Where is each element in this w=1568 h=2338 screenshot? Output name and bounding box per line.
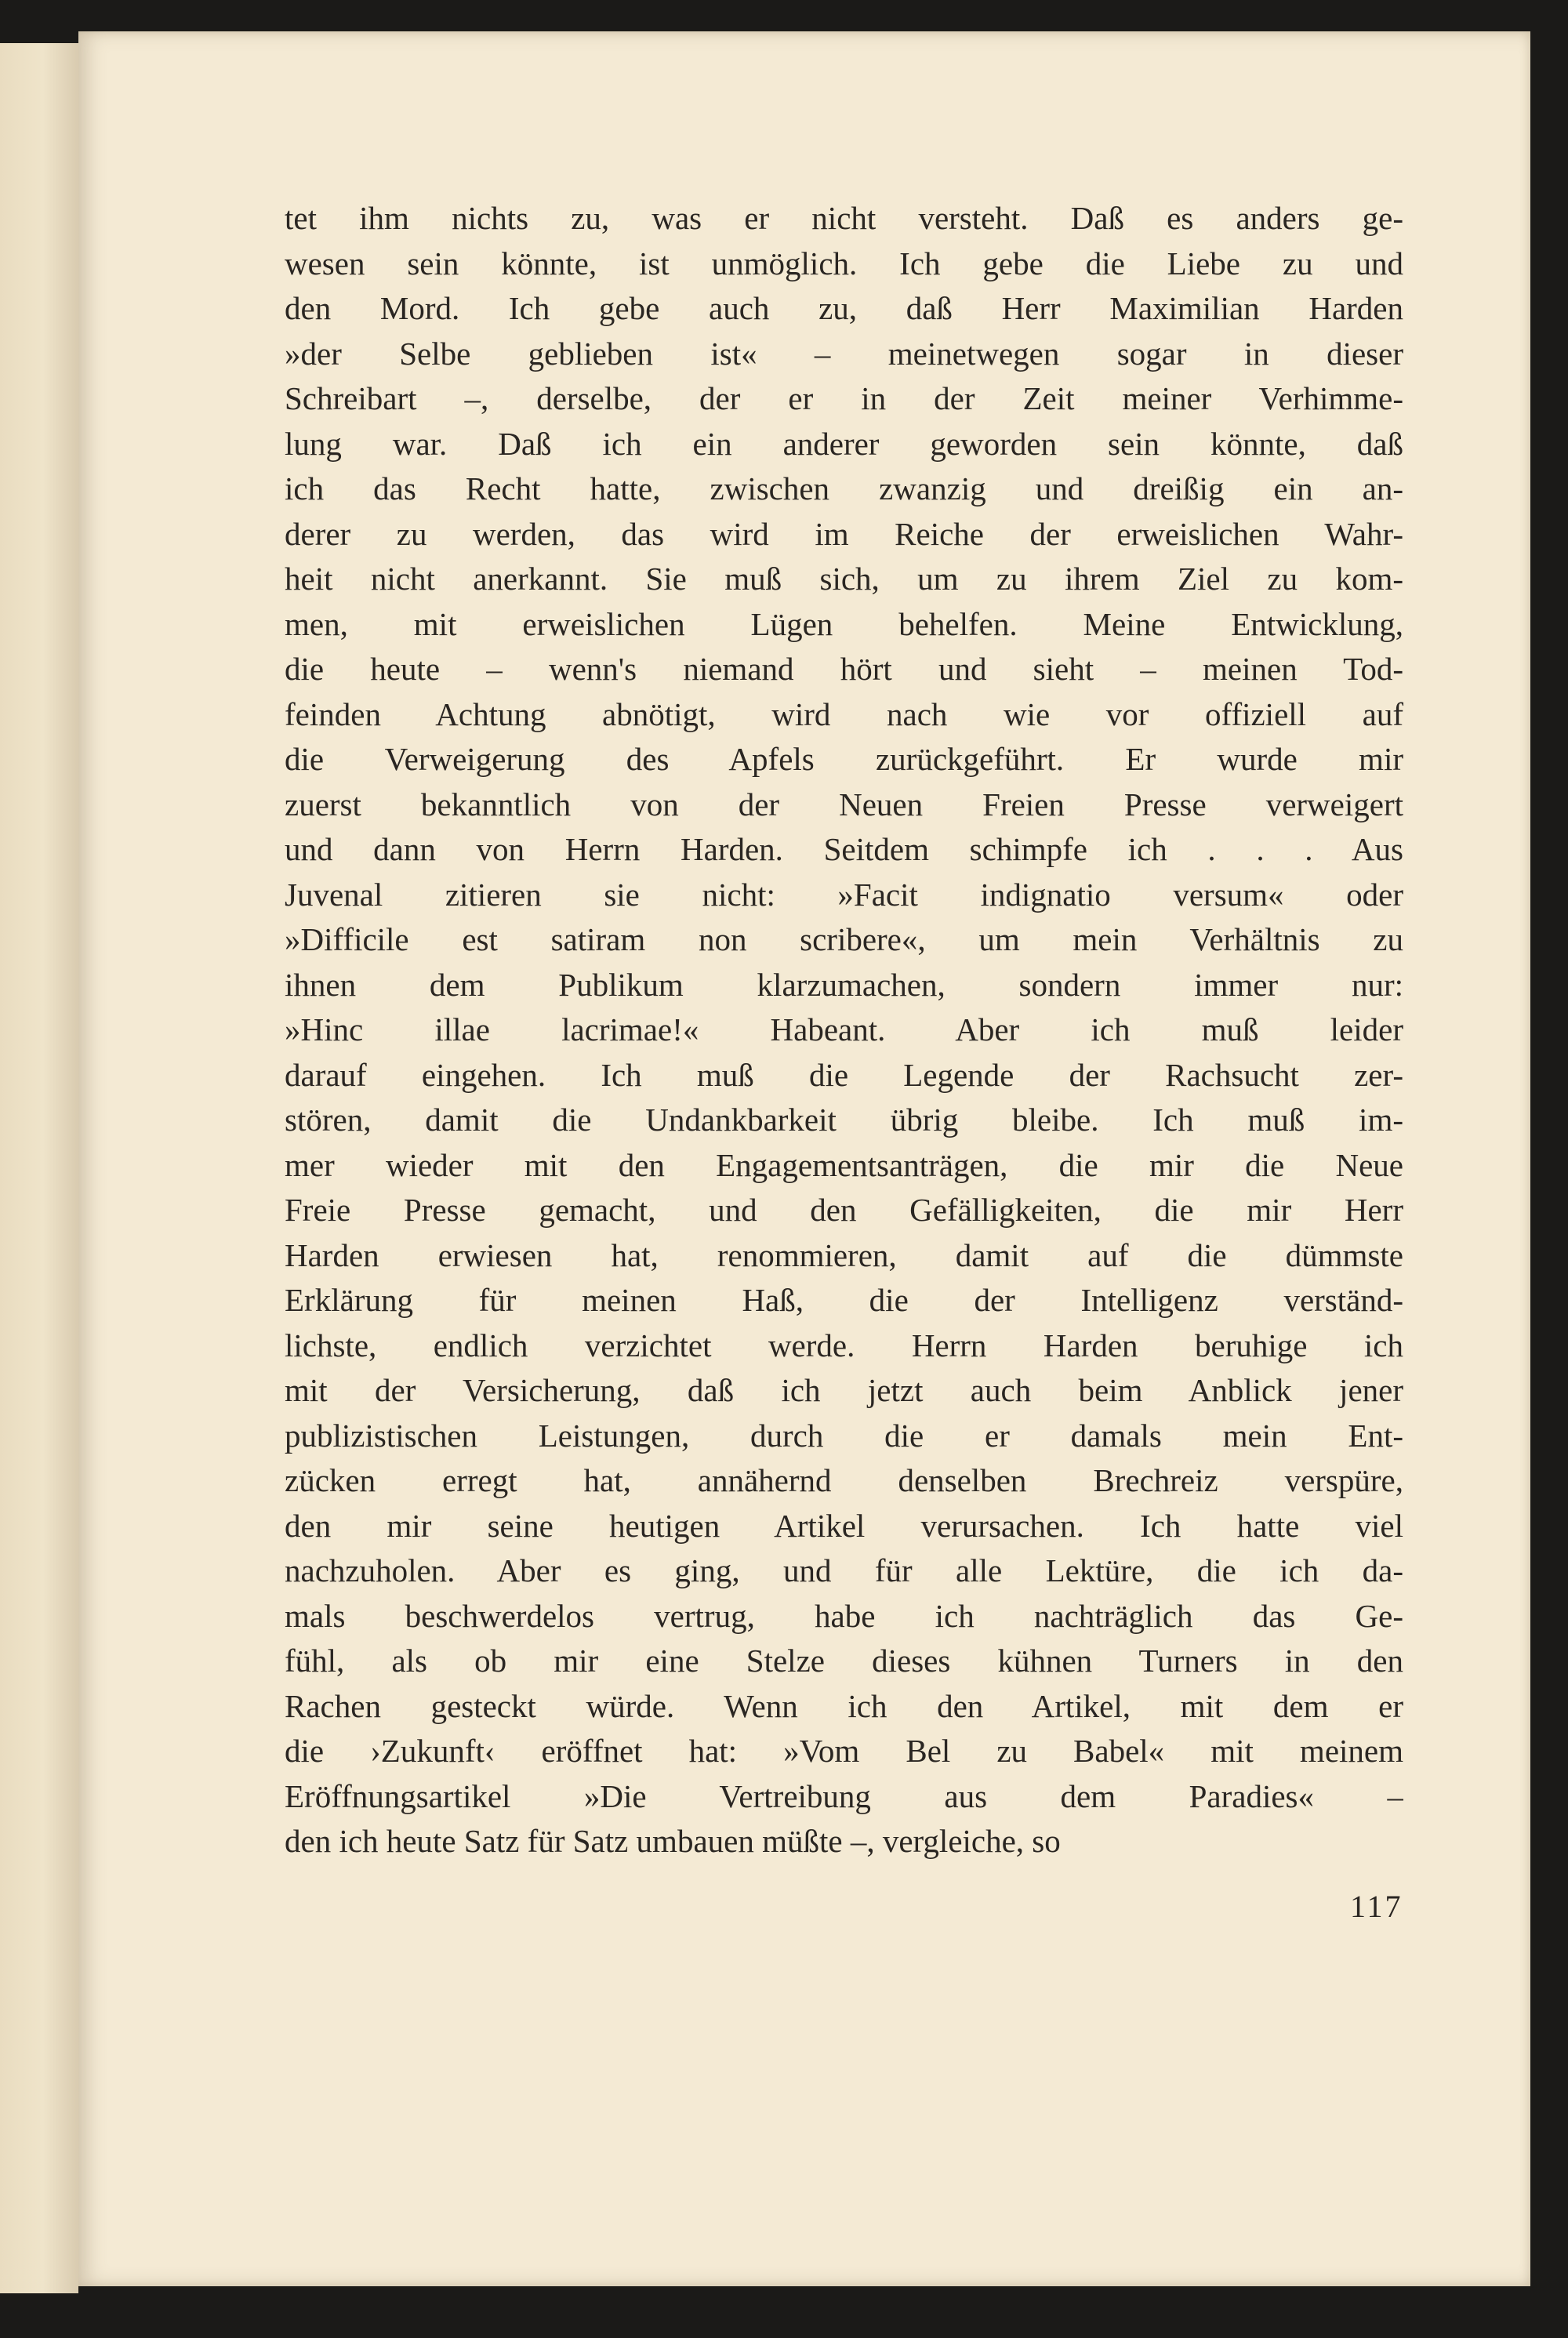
text-line: tet ihm nichts zu, was er nicht versteht. Daß es anders ge- xyxy=(285,200,1403,236)
text-line: zücken erregt hat, annähernd denselben Brechreiz verspüre, xyxy=(285,1462,1403,1498)
text-line: den Mord. Ich gebe auch zu, daß Herr Maximilian Harden xyxy=(285,290,1403,326)
text-line: Eröffnungsartikel »Die Vertreibung aus dem Paradies« – xyxy=(285,1777,1403,1814)
text-line: lung war. Daß ich ein anderer geworden sein könnte, daß xyxy=(285,425,1403,462)
text-line: Harden erwiesen hat, renommieren, damit auf die dümmste xyxy=(285,1236,1403,1273)
left-page-edge xyxy=(0,43,78,2293)
text-line: ihnen dem Publikum klarzumachen, sondern immer nur: xyxy=(285,966,1403,1003)
text-line: die Verweigerung des Apfels zurückgeführt. Er wurde mir xyxy=(285,741,1403,777)
text-line: den mir seine heutigen Artikel verursachen. Ich hatte viel xyxy=(285,1507,1403,1544)
text-line: derer zu werden, das wird im Reiche der erweislichen Wahr- xyxy=(285,515,1403,552)
text-line: mer wieder mit den Engagementsanträgen, die mir die Neue xyxy=(285,1146,1403,1183)
text-line: publizistischen Leistungen, durch die er damals mein Ent- xyxy=(285,1417,1403,1454)
text-line: Freie Presse gemacht, und den Gefälligkeiten, die mir Herr xyxy=(285,1192,1403,1228)
text-line: und dann von Herrn Harden. Seitdem schimpfe ich . . . Aus xyxy=(285,831,1403,867)
text-line: darauf eingehen. Ich muß die Legende der Rachsucht zer- xyxy=(285,1056,1403,1093)
book-page xyxy=(78,31,1530,2286)
text-line: Erklärung für meinen Haß, die der Intelligenz verständ- xyxy=(285,1282,1403,1318)
text-line: stören, damit die Undankbarkeit übrig bleibe. Ich muß im- xyxy=(285,1102,1403,1138)
text-line: die heute – wenn's niemand hört und sieht – meinen Tod- xyxy=(285,651,1403,687)
text-line: wesen sein könnte, ist unmöglich. Ich gebe die Liebe zu und xyxy=(285,245,1403,281)
text-line: zuerst bekanntlich von der Neuen Freien Presse verweigert xyxy=(285,786,1403,822)
text-line: mals beschwerdelos vertrug, habe ich nachträglich das Ge- xyxy=(285,1597,1403,1634)
text-line: die ›Zukunft‹ eröffnet hat: »Vom Bel zu Babel« mit meinem xyxy=(285,1733,1403,1769)
text-line: men, mit erweislichen Lügen behelfen. Meine Entwicklung, xyxy=(285,605,1403,642)
page-number: 117 xyxy=(1350,1889,1403,1924)
text-line: den ich heute Satz für Satz umbauen müßte –, vergleiche, so xyxy=(285,1823,1061,1859)
text-line: mit der Versicherung, daß ich jetzt auch beim Anblick jener xyxy=(285,1372,1403,1408)
text-line: Juvenal zitieren sie nicht: »Facit indignatio versum« oder xyxy=(285,876,1403,913)
text-line: ich das Recht hatte, zwischen zwanzig und dreißig ein an- xyxy=(285,470,1403,506)
text-line: »der Selbe geblieben ist« – meinetwegen sogar in dieser xyxy=(285,335,1403,372)
text-line: nachzuholen. Aber es ging, und für alle Lektüre, die ich da- xyxy=(285,1552,1403,1588)
text-line: Rachen gesteckt würde. Wenn ich den Artikel, mit dem er xyxy=(285,1687,1403,1724)
text-line: lichste, endlich verzichtet werde. Herrn Harden beruhige ich xyxy=(285,1327,1403,1363)
text-line: heit nicht anerkannt. Sie muß sich, um zu ihrem Ziel zu kom- xyxy=(285,561,1403,597)
body-text xyxy=(285,196,1403,1864)
text-line: »Difficile est satiram non scribere«, um mein Verhältnis zu xyxy=(285,921,1403,957)
text-line: »Hinc illae lacrimae!« Habeant. Aber ich muß leider xyxy=(285,1011,1403,1047)
text-line: Schreibart –, derselbe, der er in der Zeit meiner Verhimme- xyxy=(285,380,1403,416)
text-line: feinden Achtung abnötigt, wird nach wie vor offiziell auf xyxy=(285,695,1403,732)
text-line: fühl, als ob mir eine Stelze dieses kühnen Turners in den xyxy=(285,1643,1403,1679)
